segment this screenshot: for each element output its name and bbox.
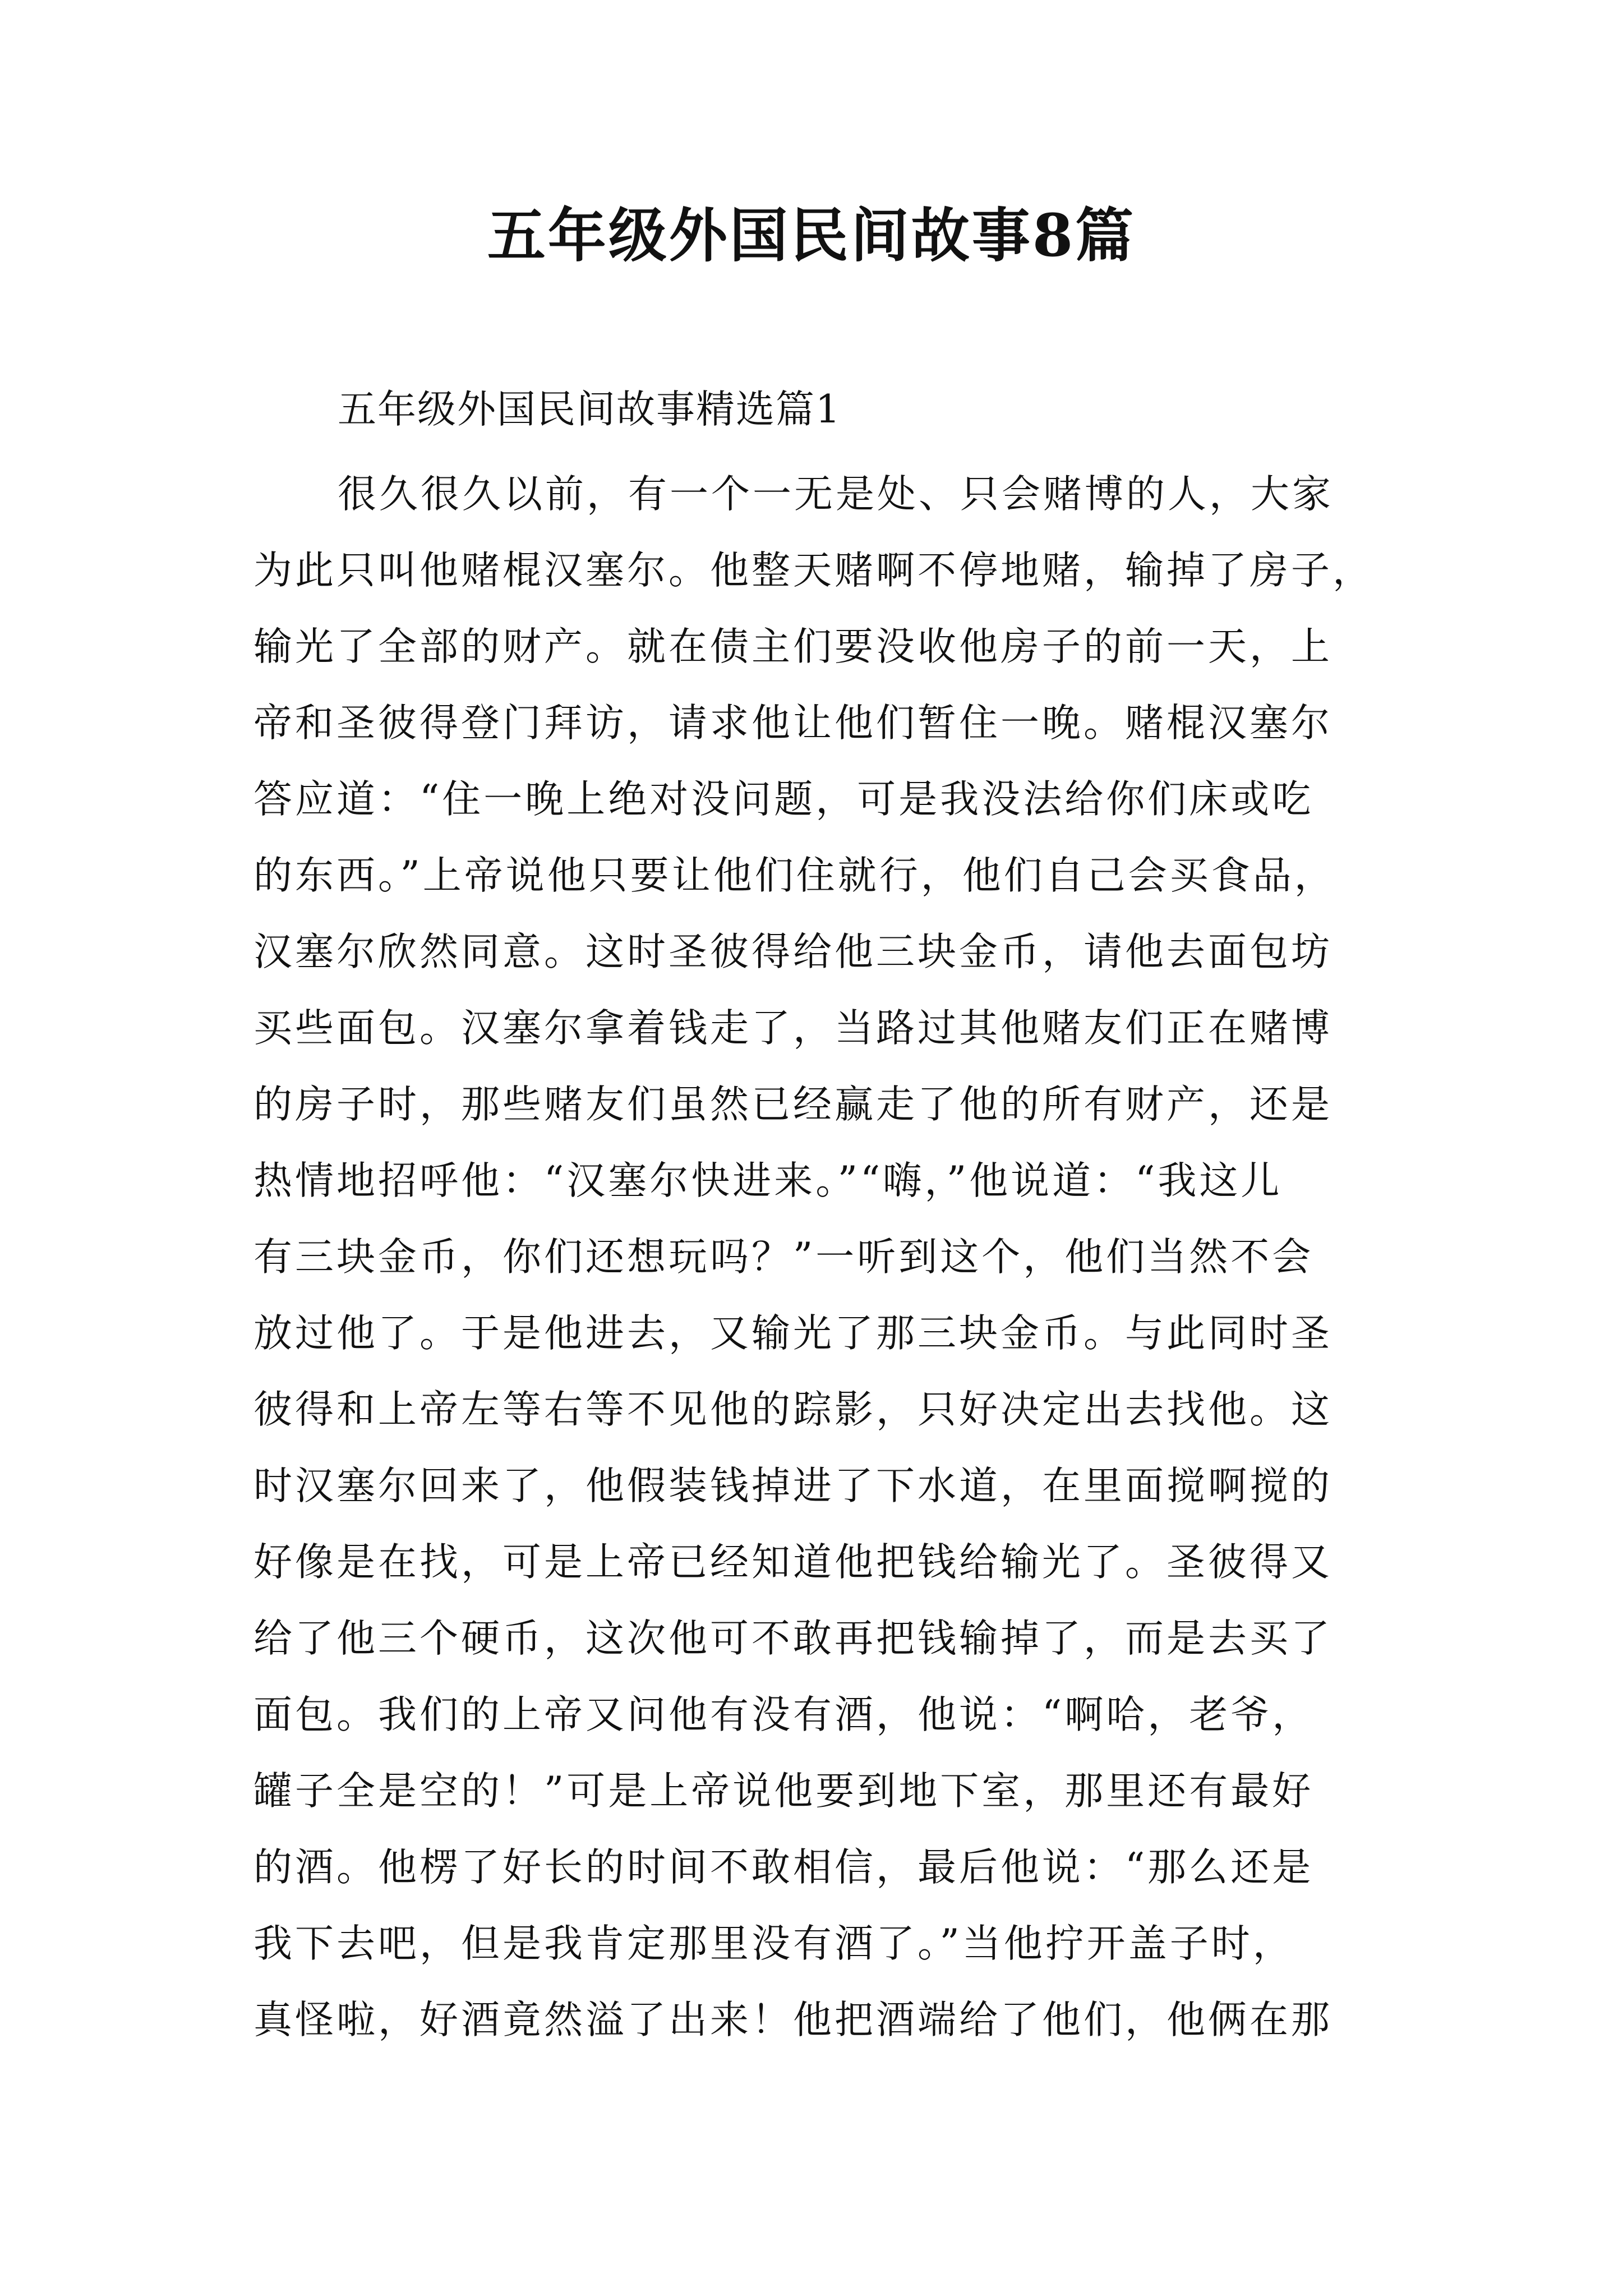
body-line: 帝和圣彼得登门拜访，请求他让他们暂住一晚。赌棍汉塞尔 bbox=[253, 701, 1332, 746]
body-line: 面包。我们的上帝又问他有没有酒，他说：“啊哈，老爷， bbox=[253, 1692, 1314, 1737]
body-line: 好像是在找，可是上帝已经知道他把钱给输光了。圣彼得又 bbox=[253, 1540, 1332, 1585]
body-line: 的东西。”上帝说他只要让他们住就行，他们自己会买食品， bbox=[253, 853, 1336, 898]
story-body bbox=[253, 456, 1386, 2058]
body-line: 放过他了。于是他进去，又输光了那三块金币。与此同时圣 bbox=[253, 1311, 1332, 1356]
section-heading: 五年级外国民间故事精选篇1 bbox=[338, 387, 841, 432]
body-line: 汉塞尔欣然同意。这时圣彼得给他三块金币，请他去面包坊 bbox=[253, 930, 1332, 974]
body-line: 真怪啦，好酒竟然溢了出来！他把酒端给了他们，他俩在那 bbox=[253, 1998, 1332, 2042]
body-line: 为此只叫他赌棍汉塞尔。他整天赌啊不停地赌，输掉了房子， bbox=[253, 548, 1374, 593]
body-line: 很久很久以前，有一个一无是处、只会赌博的人，大家 bbox=[338, 472, 1334, 517]
body-line: 有三块金币，你们还想玩吗？”一听到这个，他们当然不会 bbox=[253, 1235, 1314, 1280]
body-line: 我下去吧，但是我肯定那里没有酒了。”当他拧开盖子时， bbox=[253, 1921, 1294, 1966]
body-line: 的酒。他楞了好长的时间不敢相信，最后他说：“那么还是 bbox=[253, 1845, 1314, 1890]
body-line: 时汉塞尔回来了，他假装钱掉进了下水道，在里面搅啊搅的 bbox=[253, 1464, 1332, 1508]
body-line: 答应道：“住一晚上绝对没问题，可是我没法给你们床或吃 bbox=[253, 777, 1314, 822]
body-line: 热情地招呼他：“汉塞尔快进来。”“嗨，”他说道：“我这儿 bbox=[253, 1158, 1283, 1203]
body-line: 买些面包。汉塞尔拿着钱走了，当路过其他赌友们正在赌博 bbox=[253, 1006, 1332, 1051]
body-line: 罐子全是空的！”可是上帝说他要到地下室，那里还有最好 bbox=[253, 1769, 1314, 1814]
body-line: 输光了全部的财产。就在债主们要没收他房子的前一天，上 bbox=[253, 624, 1332, 669]
body-line: 彼得和上帝左等右等不见他的踪影，只好决定出去找他。这 bbox=[253, 1387, 1332, 1432]
document-title: 五年级外国民间故事8篇 bbox=[487, 201, 1136, 270]
body-line: 给了他三个硬币，这次他可不敢再把钱输掉了，而是去买了 bbox=[253, 1616, 1332, 1661]
body-line: 的房子时，那些赌友们虽然已经赢走了他的所有财产，还是 bbox=[253, 1082, 1332, 1127]
